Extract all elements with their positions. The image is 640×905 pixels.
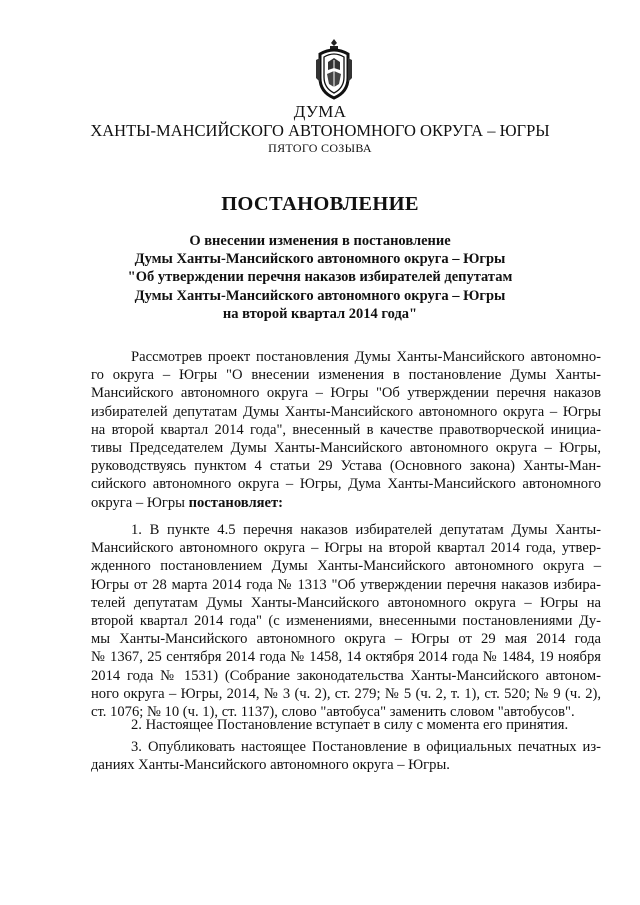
document-title: [0, 232, 640, 323]
header-convocation: ПЯТОГО СОЗЫВА: [268, 141, 372, 155]
text-line: Рассмотрев проект постановления Думы Ханты-Мансийского автономно-: [131, 349, 601, 365]
text-line: 2014 года № 1531) (Собрание законодательства Ханты-Мансийского автоном-: [91, 667, 601, 684]
clause-1-paragraph: [91, 521, 601, 721]
text-line: ного округа – Югры, 2014, № 3 (ч. 2), ст. 279; № 5 (ч. 2, т. 1), ст. 520; № 9 (ч. 2),: [91, 685, 601, 702]
title-line: "Об утверждении перечня наказов избирателей депутатам: [127, 269, 513, 286]
text-line: № 1367, 25 сентября 2014 года № 1458, 14 октября 2014 года № 1484, 19 ноября: [91, 649, 601, 666]
text-line: го округа – Югры "О внесении изменения в постановление Думы Ханты-: [91, 367, 601, 384]
text-line: телей депутатам Думы Ханты-Мансийского автономного округа – Югры на: [91, 594, 601, 611]
text-line: руководствуясь пунктом 4 статьи 29 Устава (Основного закона) Ханты-Ман-: [91, 458, 601, 475]
text-line: второй квартал 2014 года" (с изменениями, внесенными постановлениями Ду-: [91, 612, 601, 629]
clause-3-paragraph: [91, 738, 601, 774]
title-line: Думы Ханты-Мансийского автономного округа – Югры: [134, 251, 506, 268]
text-line: сийского автономного округа – Югры, Дума Ханты-Мансийского автономного: [91, 476, 601, 493]
text-line: 1. В пункте 4.5 перечня наказов избирателей депутатам Думы Ханты-: [131, 522, 601, 538]
text-line: мы Ханты-Мансийского автономного округа – Югры от 29 мая 2014 года: [91, 631, 601, 648]
coat-of-arms-emblem: [314, 38, 354, 100]
document-type: ПОСТАНОВЛЕНИЕ: [221, 193, 419, 215]
text-line: Мансийского автономного округа – Югры "Об утверждении перечня наказов: [91, 385, 601, 402]
text-line: тивы Председателем Думы Ханты-Мансийского автономного округа – Югры,: [91, 439, 601, 456]
header-okrug: ХАНТЫ-МАНСИЙСКОГО АВТОНОМНОГО ОКРУГА – ЮГРЫ: [90, 121, 550, 140]
text-line: даниях Ханты-Мансийского автономного округа – Югры.: [91, 757, 450, 774]
text-line: 2. Настоящее Постановление вступает в силу с момента его принятия.: [131, 717, 569, 733]
title-line: О внесении изменения в постановление: [189, 233, 451, 249]
text-line: Мансийского автономного округа – Югры на второй квартал 2014 года, утвер-: [91, 540, 601, 557]
header-duma: ДУМА: [293, 102, 347, 121]
text-line-final: [91, 494, 601, 512]
text-line: на второй квартал 2014 года", внесенный в качестве правотворческой инициа-: [91, 421, 601, 438]
text-fragment: округа – Югры: [91, 494, 185, 511]
text-line: избирателей депутатам Думы Ханты-Мансийского автономного округа – Югры: [91, 403, 601, 420]
clause-2-paragraph: [91, 716, 601, 734]
title-line: на второй квартал 2014 года": [222, 305, 418, 322]
text-line: ст. 1076; № 10 (ч. 1), ст. 1137), слово "автобуса" заменить словом "автобусов".: [91, 703, 575, 720]
text-line: жденного постановлением Думы Ханты-Мансийского автономного округа –: [91, 558, 601, 575]
title-line: Думы Ханты-Мансийского автономного округа – Югры: [134, 287, 506, 304]
text-line: 3. Опубликовать настоящее Постановление в официальных печатных из-: [131, 739, 601, 755]
preamble-paragraph: [91, 348, 601, 512]
text-line: Югры от 28 марта 2014 года № 1313 "Об утверждении перечня наказов избира-: [91, 576, 601, 593]
resolves-keyword: постановляет:: [188, 494, 284, 511]
